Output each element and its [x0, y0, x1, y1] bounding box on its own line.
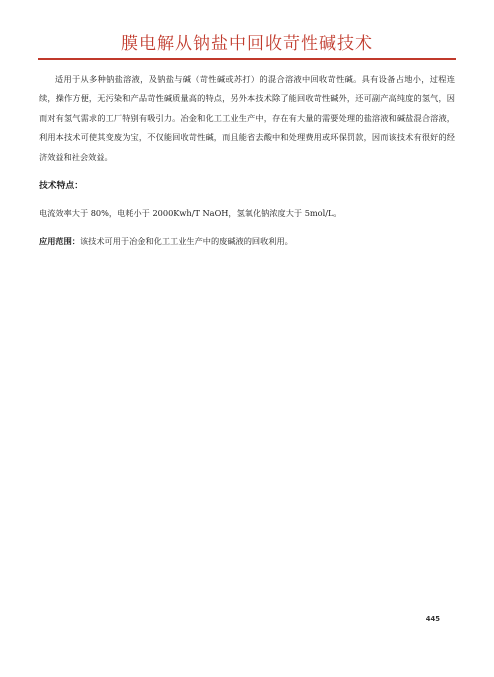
scope-text: 该技术可用于冶金和化工工业生产中的废碱液的回收利用。 — [79, 236, 293, 246]
scope-label: 应用范围： — [39, 236, 80, 246]
scope-paragraph — [39, 234, 455, 248]
features-heading: 技术特点： — [39, 181, 83, 191]
page-number: 445 — [425, 615, 440, 623]
features-text: 电流效率大于 80%，电耗小于 2000Kwh/T NaOH，氢氧化钠浓度大于 5mol/L。 — [39, 208, 342, 218]
title-divider — [38, 58, 456, 60]
intro-paragraph: 适用于从多种钠盐溶液，及钠盐与碱（苛性碱或苏打）的混合溶液中回收苛性碱。具有设备占地小，过程连续，操作方便，无污染和产品苛性碱质量高的特点，另外本技术除了能回收苛性碱外，还可副产高纯度的氢气，因而对有氢气需求的工厂特别有吸引力。冶金和化工工业生产中，存在有大量的需要处理的盐溶液和碱盐混合溶液，利用本技术可使其变废为宝，不仅能回收苛性碱，而且能省去酸中和处理费用或环保罚款，因而该技术有很好的经济效益和社会效益。 — [39, 74, 455, 162]
page-title: 膜电解从钠盐中回收苛性碱技术 — [121, 34, 373, 54]
